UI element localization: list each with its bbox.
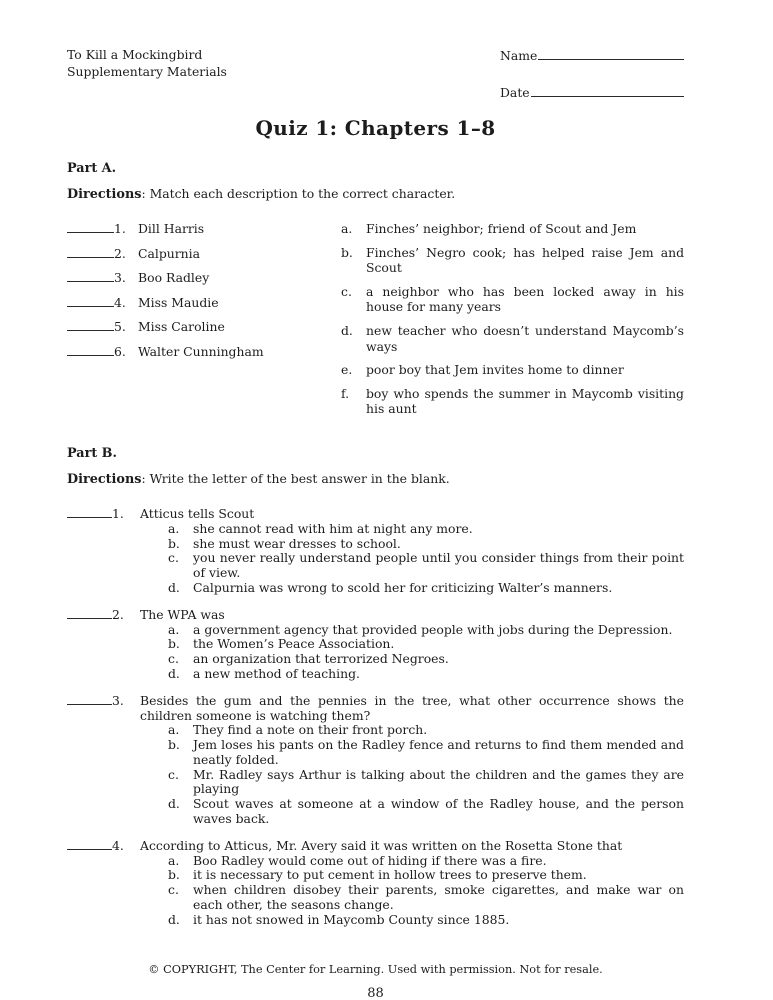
question-stem: Besides the gum and the pennies in the tree, what other occurrence shows the children someone is watching them?	[140, 692, 684, 723]
option-text: Finches’ neighbor; friend of Scout and Jem	[366, 221, 637, 236]
choice-letter: a.	[168, 722, 180, 738]
question-4	[67, 838, 684, 928]
choice-text: Scout waves at someone at a window of the Radley house, and the person waves back.	[193, 796, 684, 827]
choice-text: you never really understand people until you consider things from their point of view.	[193, 550, 684, 581]
choice-b	[168, 868, 684, 883]
choice-letter: a.	[168, 520, 180, 536]
date-blank-line	[531, 84, 684, 97]
page-header	[67, 46, 684, 100]
character-name: Calpurnia	[138, 245, 200, 261]
name-blank-line	[538, 47, 684, 60]
part-b-directions-text: : Write the letter of the best answer in the blank.	[141, 470, 450, 486]
item-number: 4.	[114, 294, 126, 310]
choice-text: a new method of teaching.	[193, 665, 360, 681]
answer-blank	[67, 295, 114, 307]
materials-subtitle: Supplementary Materials	[67, 64, 227, 79]
choice-text: Mr. Radley says Arthur is talking about the children and the games they are playing	[193, 766, 684, 797]
part-a-directions-label: Directions	[67, 187, 142, 202]
part-a-directions	[67, 186, 684, 202]
choice-d	[168, 667, 684, 682]
choice-text: it has not snowed in Maycomb County since 1885.	[193, 911, 510, 927]
item-number: 3.	[114, 270, 126, 285]
question-stem: According to Atticus, Mr. Avery said it was written on the Rosetta Stone that	[140, 837, 623, 853]
option-text: a neighbor who has been locked away in his house for many years	[366, 283, 684, 315]
answer-blank	[67, 607, 112, 619]
choice-letter: a.	[168, 852, 180, 868]
part-b-heading: Part B.	[67, 445, 117, 461]
part-a-heading: Part A.	[67, 161, 117, 176]
book-title: To Kill a Mockingbird	[67, 47, 203, 62]
choice-b	[168, 537, 684, 552]
choice-letter: d.	[168, 665, 180, 681]
date-field	[500, 84, 684, 100]
name-label: Name	[500, 48, 538, 63]
description-a	[341, 221, 684, 237]
option-text: Finches’ Negro cook; has helped raise Jem and Scout	[366, 244, 684, 276]
date-label: Date	[500, 85, 530, 100]
choice-text: a government agency that provided people with jobs during the Depression.	[193, 621, 673, 637]
choices	[168, 522, 684, 596]
answer-blank	[67, 838, 112, 850]
quiz-title: Quiz 1: Chapters 1–8	[255, 116, 496, 140]
choice-letter: b.	[168, 535, 180, 551]
choice-letter: c.	[168, 882, 179, 898]
question-head	[67, 693, 684, 724]
copyright-notice: © COPYRIGHT, The Center for Learning. Used with permission. Not for resale.	[148, 962, 603, 976]
choice-letter: d.	[168, 911, 180, 927]
question-2	[67, 607, 684, 682]
answer-blank	[67, 270, 114, 282]
match-item-3	[67, 270, 341, 285]
choice-letter: d.	[168, 796, 180, 812]
document-source	[67, 46, 227, 100]
item-number: 6.	[114, 343, 126, 359]
choice-letter: c.	[168, 550, 179, 566]
choice-text: the Women’s Peace Association.	[193, 636, 395, 652]
question-3	[67, 693, 684, 827]
choice-b	[168, 637, 684, 652]
part-b-directions	[67, 471, 684, 487]
choice-letter: b.	[168, 867, 180, 883]
question-stem: Atticus tells Scout	[140, 505, 255, 521]
match-item-5	[67, 319, 341, 334]
choice-text: Calpurnia was wrong to scold her for criticizing Walter’s manners.	[193, 579, 613, 595]
match-item-2	[67, 246, 341, 261]
choice-letter: b.	[168, 737, 180, 753]
choice-c	[168, 551, 684, 581]
question-1	[67, 506, 684, 596]
option-letter: b.	[341, 244, 353, 260]
choices	[168, 854, 684, 928]
description-e	[341, 362, 684, 378]
choices	[168, 623, 684, 682]
choice-letter: d.	[168, 579, 180, 595]
part-a-directions-text: : Match each description to the correct character.	[141, 186, 456, 201]
question-number: 3.	[112, 692, 124, 708]
choice-text: she cannot read with him at night any more.	[193, 520, 473, 536]
match-item-4	[67, 295, 341, 310]
choice-c	[168, 768, 684, 798]
student-info	[500, 46, 684, 100]
choices	[168, 723, 684, 827]
choice-d	[168, 581, 684, 596]
option-letter: e.	[341, 362, 353, 378]
choice-a	[168, 522, 684, 537]
answer-blank	[67, 344, 114, 356]
question-number: 4.	[112, 837, 124, 853]
question-head	[67, 607, 684, 623]
question-number: 2.	[112, 606, 124, 622]
answer-blank	[67, 221, 114, 233]
character-name: Boo Radley	[138, 270, 210, 285]
choice-letter: c.	[168, 766, 179, 782]
option-text: new teacher who doesn’t understand Maycomb’s ways	[366, 322, 684, 354]
question-head	[67, 838, 684, 854]
item-number: 5.	[114, 319, 126, 334]
choice-c	[168, 652, 684, 667]
description-c	[341, 284, 684, 315]
choice-c	[168, 883, 684, 913]
choice-b	[168, 738, 684, 768]
option-letter: a.	[341, 221, 353, 236]
choice-letter: a.	[168, 621, 180, 637]
answer-blank	[67, 506, 112, 518]
description-f	[341, 386, 684, 417]
name-field	[500, 47, 684, 63]
choice-a	[168, 723, 684, 738]
choice-text: an organization that terrorized Negroes.	[193, 651, 449, 667]
answer-blank	[67, 693, 112, 705]
description-list	[341, 221, 684, 425]
choice-d	[168, 913, 684, 928]
choice-text: They find a note on their front porch.	[193, 722, 428, 738]
question-stem: The WPA was	[140, 606, 225, 622]
option-letter: c.	[341, 283, 352, 299]
choice-text: when children disobey their parents, smoke cigarettes, and make war on each other, the seasons change.	[193, 882, 684, 913]
option-text: poor boy that Jem invites home to dinner	[366, 362, 624, 378]
choice-letter: c.	[168, 651, 179, 667]
option-letter: f.	[341, 385, 350, 401]
part-b-directions-label: Directions	[67, 471, 142, 487]
multiple-choice-section	[67, 506, 684, 928]
match-item-1	[67, 221, 341, 236]
description-d	[341, 323, 684, 354]
character-name: Miss Maudie	[138, 294, 219, 310]
choice-letter: b.	[168, 636, 180, 652]
match-item-6	[67, 344, 341, 359]
choice-text: Boo Radley would come out of hiding if there was a fire.	[193, 852, 547, 868]
question-number: 1.	[112, 505, 124, 521]
matching-section	[67, 221, 684, 425]
character-list	[67, 221, 341, 425]
page-number: 88	[367, 985, 384, 1000]
item-number: 2.	[114, 245, 126, 261]
choice-d	[168, 797, 684, 827]
answer-blank	[67, 319, 114, 331]
choice-a	[168, 623, 684, 638]
answer-blank	[67, 246, 114, 258]
character-name: Walter Cunningham	[138, 343, 264, 359]
question-head	[67, 506, 684, 522]
character-name: Dill Harris	[138, 221, 205, 236]
character-name: Miss Caroline	[138, 319, 225, 334]
option-text: boy who spends the summer in Maycomb visiting his aunt	[366, 385, 684, 417]
item-number: 1.	[114, 221, 126, 236]
description-b	[341, 245, 684, 276]
choice-a	[168, 854, 684, 869]
option-letter: d.	[341, 322, 353, 338]
choice-text: she must wear dresses to school.	[193, 535, 401, 551]
choice-text: Jem loses his pants on the Radley fence and returns to find them mended and neatly folded.	[193, 737, 684, 767]
choice-text: it is necessary to put cement in hollow trees to preserve them.	[193, 867, 587, 883]
